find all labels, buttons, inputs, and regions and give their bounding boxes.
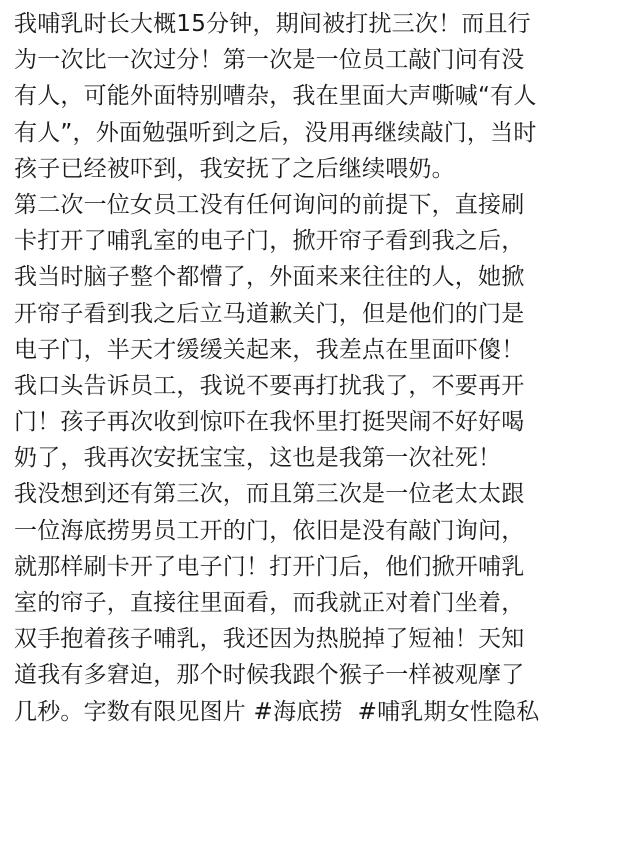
post-line: 就那样刷卡开了电子门！打开门后，他们掀开哺乳 [14, 553, 525, 580]
post-line: 一位海底捞男员工开的门，依旧是没有敲门询问， [14, 517, 525, 544]
post-line: 孩子已经被吓到，我安抚了之后继续喂奶。 [14, 155, 455, 182]
post-line: 我没想到还有第三次，而且第三次是一位老太太跟 [14, 481, 525, 508]
post-line: 为一次比一次过分！第一次是一位员工敲门问有没 [14, 47, 525, 74]
post-line: 道我有多窘迫，那个时候我跟个猴子一样被观摩了 [14, 662, 525, 689]
post-line: 我当时脑子整个都懵了，外面来来往往的人，她掀 [14, 264, 525, 291]
post-line: 开帘子看到我之后立马道歉关门，但是他们的门是 [14, 300, 525, 327]
post-line: 我口头告诉员工，我说不要再打扰我了，不要再开 [14, 372, 525, 399]
post-line: 我哺乳时长大概15分钟，期间被打扰三次！而且行 [14, 11, 531, 37]
post-line: 双手抱着孩子哺乳，我还因为热脱掉了短袖！天知 [14, 626, 525, 653]
post-last-line-text: 几秒。字数有限见图片 [14, 698, 254, 725]
post-line: 奶了，我再次安抚宝宝，这也是我第一次社死！ [14, 445, 502, 472]
hashtag-link[interactable]: #哺乳期女性隐私 [357, 698, 540, 725]
post-line: 有人”，外面勉强听到之后，没用再继续敲门，当时 [14, 119, 537, 146]
post-last-line [14, 694, 626, 730]
post-line: 第二次一位女员工没有任何询问的前提下，直接刷 [14, 191, 525, 218]
post-line: 门！孩子再次收到惊吓在我怀里打挺哭闹不好好喝 [14, 409, 525, 436]
hashtag-link[interactable]: #海底捞 [253, 698, 343, 725]
post-line: 有人，可能外面特别嘈杂，我在里面大声嘶喊“有人 [14, 83, 537, 110]
post-line: 室的帘子，直接往里面看，而我就正对着门坐着， [14, 590, 525, 616]
post-line: 电子门，半天才缓缓关起来，我差点在里面吓傻！ [14, 336, 525, 363]
post-body [14, 6, 626, 730]
post-line: 卡打开了哺乳室的电子门，掀开帘子看到我之后， [14, 228, 525, 255]
